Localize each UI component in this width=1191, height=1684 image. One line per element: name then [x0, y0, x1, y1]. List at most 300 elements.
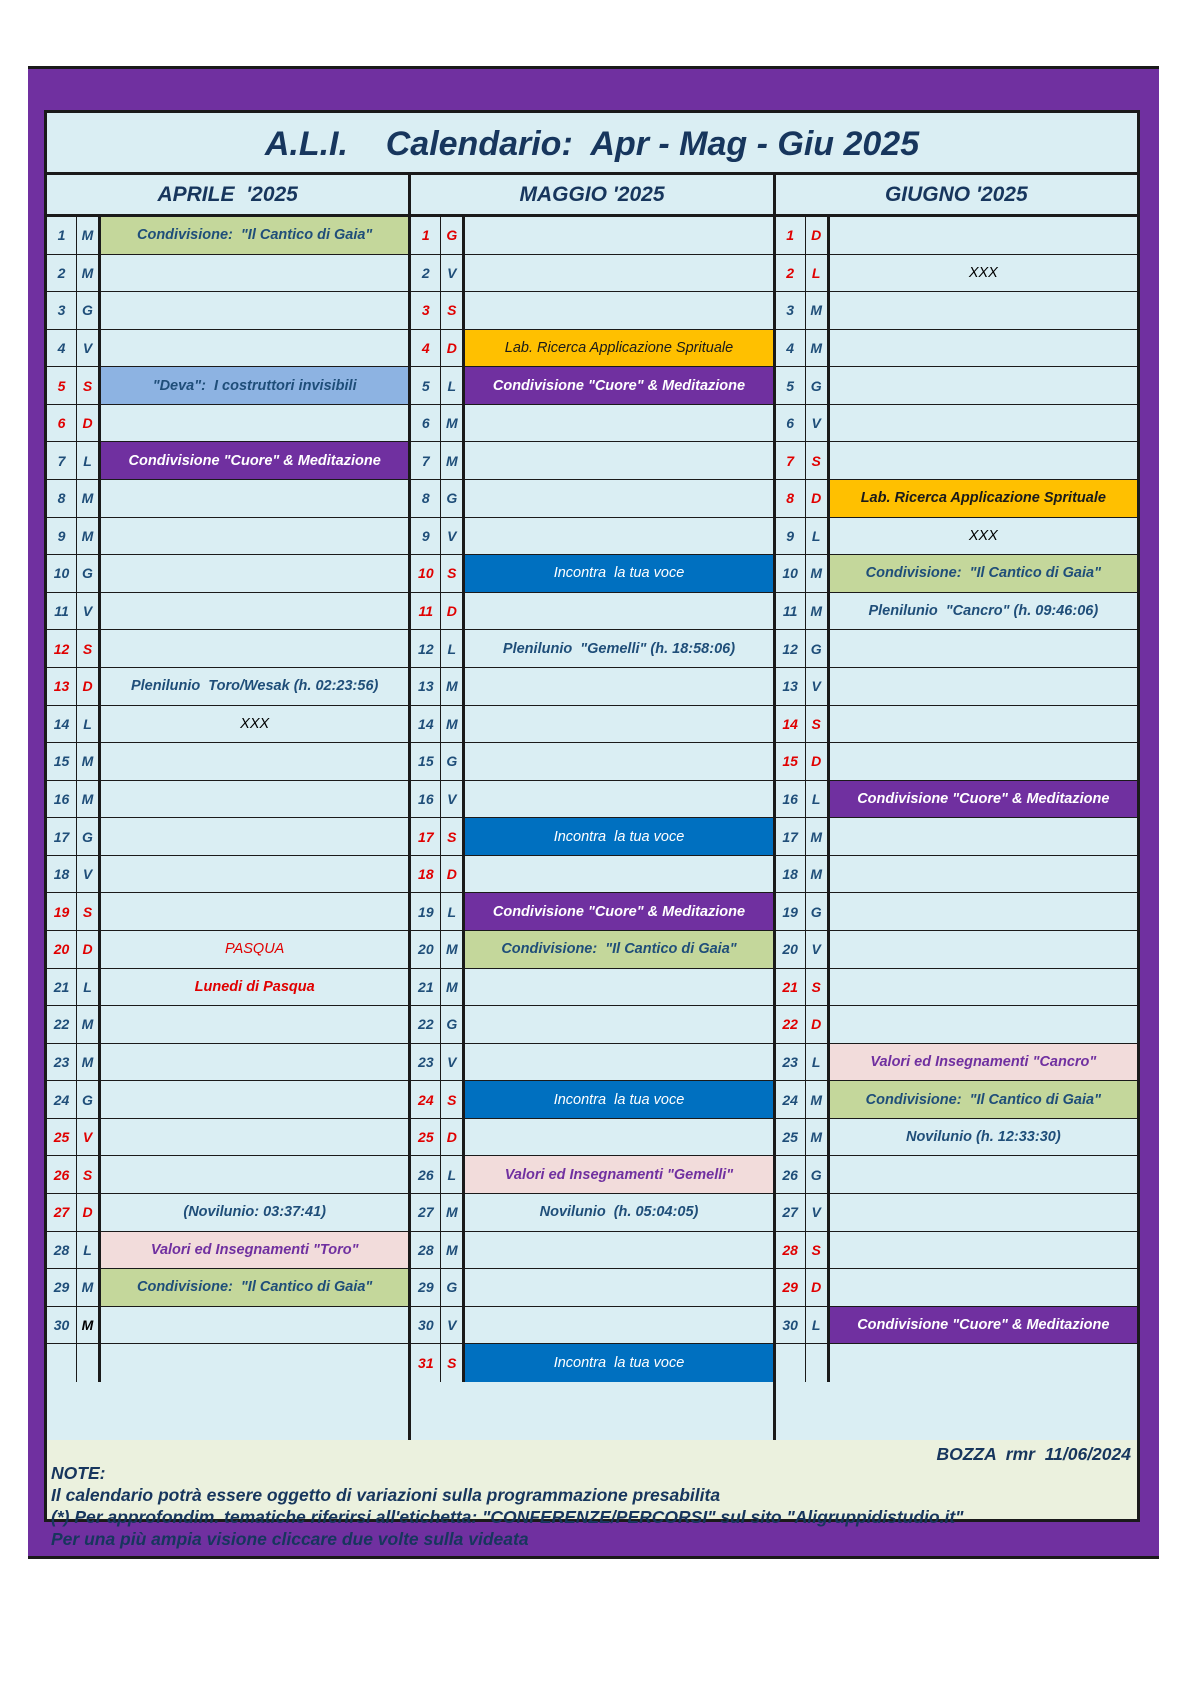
- day-event: Lunedi di Pasqua: [194, 978, 315, 995]
- day-event: [830, 1232, 1137, 1269]
- day-event: [465, 1269, 772, 1306]
- day-row: [411, 255, 772, 293]
- day-number: 25: [776, 1119, 806, 1156]
- day-row: [47, 330, 408, 368]
- day-of-week: V: [441, 781, 465, 818]
- month-header-june: GIUGNO '2025: [773, 175, 1137, 214]
- day-number: 1: [776, 217, 806, 254]
- day-row: [47, 1044, 408, 1082]
- day-row: [776, 217, 1137, 255]
- day-row: [47, 292, 408, 330]
- day-of-week: V: [441, 255, 465, 292]
- day-event: PASQUA: [224, 941, 285, 958]
- day-event: Incontra la tua voce: [465, 1081, 772, 1118]
- day-number: 8: [776, 480, 806, 517]
- day-row: [47, 593, 408, 631]
- day-number: 8: [411, 480, 441, 517]
- day-event: [465, 706, 772, 743]
- day-number: 17: [776, 818, 806, 855]
- day-of-week: M: [77, 781, 101, 818]
- day-row: [411, 480, 772, 518]
- day-of-week: L: [806, 781, 830, 818]
- day-of-week: S: [77, 630, 101, 667]
- day-event: [830, 1344, 1137, 1382]
- day-number: 29: [411, 1269, 441, 1306]
- day-number: 12: [776, 630, 806, 667]
- day-row: [47, 518, 408, 556]
- day-event: XXX: [968, 264, 998, 281]
- day-row: [47, 856, 408, 894]
- day-of-week: D: [77, 668, 101, 705]
- day-row: [776, 1307, 1137, 1345]
- day-row: [47, 706, 408, 744]
- day-row: [411, 1269, 772, 1307]
- day-of-week: S: [441, 1344, 465, 1382]
- day-of-week: M: [77, 480, 101, 517]
- day-number: 14: [776, 706, 806, 743]
- day-row: [47, 1232, 408, 1270]
- day-number: 15: [47, 743, 77, 780]
- day-number: 12: [47, 630, 77, 667]
- day-event: Condivisione "Cuore" & Meditazione: [465, 367, 772, 404]
- day-number: 22: [411, 1006, 441, 1043]
- day-of-week: M: [77, 1307, 101, 1344]
- day-of-week: M: [77, 217, 101, 254]
- day-event: Incontra la tua voce: [465, 818, 772, 855]
- day-number: 6: [776, 405, 806, 442]
- day-number: 6: [411, 405, 441, 442]
- day-event: [101, 1006, 408, 1043]
- day-of-week: M: [441, 1194, 465, 1231]
- day-event: Condivisione "Cuore" & Meditazione: [101, 442, 408, 479]
- day-of-week: D: [441, 593, 465, 630]
- day-event: [101, 1119, 408, 1156]
- day-of-week: G: [441, 1269, 465, 1306]
- day-event: [830, 668, 1137, 705]
- day-number: 29: [776, 1269, 806, 1306]
- day-of-week: V: [441, 1044, 465, 1081]
- day-of-week: M: [806, 1081, 830, 1118]
- day-row: [47, 405, 408, 443]
- day-row: [776, 1269, 1137, 1307]
- day-row: [776, 856, 1137, 894]
- day-of-week: [806, 1344, 830, 1382]
- day-row: [776, 931, 1137, 969]
- day-number: 2: [411, 255, 441, 292]
- day-event: [465, 743, 772, 780]
- day-row: [776, 480, 1137, 518]
- day-row: [776, 1232, 1137, 1270]
- day-row: [47, 1344, 408, 1382]
- day-number: 28: [776, 1232, 806, 1269]
- day-of-week: S: [77, 1156, 101, 1193]
- day-event: [830, 1194, 1137, 1231]
- day-event: [830, 1269, 1137, 1306]
- day-of-week: S: [806, 442, 830, 479]
- day-number: 9: [411, 518, 441, 555]
- day-of-week: M: [441, 931, 465, 968]
- day-of-week: M: [806, 856, 830, 893]
- day-row: [776, 1044, 1137, 1082]
- day-number: 23: [47, 1044, 77, 1081]
- day-number: 22: [47, 1006, 77, 1043]
- day-row: [411, 292, 772, 330]
- day-event: [465, 969, 772, 1006]
- day-row: [776, 818, 1137, 856]
- day-number: 24: [47, 1081, 77, 1118]
- day-row: [776, 405, 1137, 443]
- day-of-week: L: [441, 367, 465, 404]
- note-line-1: Il calendario potrà essere oggetto di variazioni sulla programmazione presabilita: [51, 1485, 721, 1505]
- day-of-week: L: [441, 893, 465, 930]
- day-event: [830, 743, 1137, 780]
- day-of-week: S: [806, 1232, 830, 1269]
- day-event: [101, 818, 408, 855]
- day-number: 30: [776, 1307, 806, 1344]
- day-row: [47, 1156, 408, 1194]
- day-number: 27: [47, 1194, 77, 1231]
- day-number: 2: [776, 255, 806, 292]
- day-of-week: D: [77, 405, 101, 442]
- day-row: [776, 330, 1137, 368]
- day-number: 18: [411, 856, 441, 893]
- day-number: 7: [47, 442, 77, 479]
- day-row: [47, 555, 408, 593]
- day-row: [411, 893, 772, 931]
- day-event: [830, 893, 1137, 930]
- day-row: [411, 781, 772, 819]
- day-event: [101, 1081, 408, 1118]
- day-event: [830, 292, 1137, 329]
- day-row: [47, 1081, 408, 1119]
- day-number: 14: [411, 706, 441, 743]
- day-row: [776, 1194, 1137, 1232]
- day-row: [411, 668, 772, 706]
- notes-label: NOTE:: [51, 1463, 106, 1483]
- day-row: [411, 1344, 772, 1382]
- day-of-week: G: [441, 743, 465, 780]
- month-headers: [47, 175, 1137, 217]
- day-of-week: G: [77, 1081, 101, 1118]
- day-number: 26: [411, 1156, 441, 1193]
- day-event: [830, 330, 1137, 367]
- day-event: XXX: [968, 527, 998, 544]
- day-event: [830, 217, 1137, 254]
- day-number: 19: [47, 893, 77, 930]
- day-number: [47, 1344, 77, 1382]
- day-event: Valori ed Insegnamenti "Toro": [101, 1232, 408, 1269]
- note-line-3: Per una più ampia visione cliccare due volte sulla videata: [51, 1529, 529, 1549]
- day-row: [776, 518, 1137, 556]
- day-number: 4: [47, 330, 77, 367]
- day-of-week: M: [77, 1269, 101, 1306]
- month-column-april: [47, 217, 408, 1440]
- day-row: [776, 630, 1137, 668]
- day-of-week: M: [441, 969, 465, 1006]
- day-event: XXX: [240, 715, 270, 732]
- day-of-week: D: [806, 480, 830, 517]
- day-of-week: D: [441, 1119, 465, 1156]
- month-header-may: MAGGIO '2025: [408, 175, 772, 214]
- day-of-week: S: [441, 1081, 465, 1118]
- day-event: [830, 856, 1137, 893]
- day-event: [830, 442, 1137, 479]
- day-row: [776, 292, 1137, 330]
- day-row: [776, 1156, 1137, 1194]
- day-event: [101, 518, 408, 555]
- day-number: 6: [47, 405, 77, 442]
- day-event: Incontra la tua voce: [465, 555, 772, 592]
- day-number: 11: [411, 593, 441, 630]
- day-row: [47, 1006, 408, 1044]
- day-row: [47, 931, 408, 969]
- day-of-week: V: [441, 518, 465, 555]
- day-event: [101, 1344, 408, 1382]
- day-of-week: L: [77, 706, 101, 743]
- day-event: [830, 706, 1137, 743]
- day-number: 22: [776, 1006, 806, 1043]
- day-event: Condivisione: "Il Cantico di Gaia": [830, 555, 1137, 592]
- day-row: [411, 1006, 772, 1044]
- day-event: Condivisione: "Il Cantico di Gaia": [465, 931, 772, 968]
- day-of-week: S: [441, 818, 465, 855]
- month-header-april: APRILE '2025: [157, 183, 298, 206]
- day-event: [101, 480, 408, 517]
- day-event: Valori ed Insegnamenti "Gemelli": [465, 1156, 772, 1193]
- day-event: [465, 856, 772, 893]
- day-row: [47, 630, 408, 668]
- day-of-week: D: [77, 931, 101, 968]
- calendar-grid: [47, 217, 1137, 1443]
- day-event: Lab. Ricerca Applicazione Sprituale: [830, 480, 1137, 517]
- day-event: [830, 1006, 1137, 1043]
- day-event: Novilunio (h. 12:33:30): [905, 1129, 1061, 1146]
- day-number: 5: [776, 367, 806, 404]
- day-event: Plenilunio "Gemelli" (h. 18:58:06): [502, 640, 736, 657]
- day-number: 21: [47, 969, 77, 1006]
- day-of-week: V: [806, 1194, 830, 1231]
- day-event: [830, 405, 1137, 442]
- day-row: [411, 1194, 772, 1232]
- day-event: [465, 668, 772, 705]
- day-number: 30: [47, 1307, 77, 1344]
- day-number: 21: [411, 969, 441, 1006]
- day-number: 24: [411, 1081, 441, 1118]
- day-of-week: M: [77, 743, 101, 780]
- day-number: 7: [776, 442, 806, 479]
- day-of-week: L: [806, 255, 830, 292]
- day-row: [47, 217, 408, 255]
- day-of-week: G: [441, 1006, 465, 1043]
- day-number: 26: [776, 1156, 806, 1193]
- day-row: [776, 1081, 1137, 1119]
- day-row: [47, 1194, 408, 1232]
- day-of-week: D: [806, 217, 830, 254]
- day-of-week: D: [77, 1194, 101, 1231]
- day-of-week: D: [806, 1269, 830, 1306]
- day-event: Valori ed Insegnamenti "Cancro": [830, 1044, 1137, 1081]
- day-of-week: S: [806, 706, 830, 743]
- day-number: 27: [776, 1194, 806, 1231]
- day-number: 20: [411, 931, 441, 968]
- day-number: 16: [776, 781, 806, 818]
- day-of-week: M: [441, 442, 465, 479]
- day-number: 12: [411, 630, 441, 667]
- day-number: 19: [776, 893, 806, 930]
- day-row: [411, 1044, 772, 1082]
- day-number: 31: [411, 1344, 441, 1382]
- day-event: [101, 292, 408, 329]
- day-number: 3: [47, 292, 77, 329]
- day-row: [411, 1232, 772, 1270]
- day-of-week: L: [77, 969, 101, 1006]
- day-row: [47, 893, 408, 931]
- day-row: [47, 442, 408, 480]
- day-event: [465, 1044, 772, 1081]
- day-row: [776, 367, 1137, 405]
- day-number: 19: [411, 893, 441, 930]
- day-of-week: V: [77, 856, 101, 893]
- day-row: [411, 969, 772, 1007]
- day-event: [101, 893, 408, 930]
- day-event: [101, 255, 408, 292]
- day-event: [465, 292, 772, 329]
- day-row: [411, 555, 772, 593]
- day-number: 2: [47, 255, 77, 292]
- day-of-week: L: [806, 1044, 830, 1081]
- day-row: [776, 555, 1137, 593]
- day-event: Condivisione "Cuore" & Meditazione: [465, 893, 772, 930]
- day-event: Condivisione "Cuore" & Meditazione: [830, 1307, 1137, 1344]
- day-event: [101, 856, 408, 893]
- day-number: 3: [411, 292, 441, 329]
- day-number: 20: [47, 931, 77, 968]
- day-of-week: M: [806, 330, 830, 367]
- day-event: Condivisione: "Il Cantico di Gaia": [101, 1269, 408, 1306]
- day-number: 21: [776, 969, 806, 1006]
- day-row: [47, 255, 408, 293]
- day-of-week: V: [806, 405, 830, 442]
- day-of-week: G: [441, 217, 465, 254]
- day-of-week: [77, 1344, 101, 1382]
- day-row: [411, 1081, 772, 1119]
- day-event: Condivisione "Cuore" & Meditazione: [830, 781, 1137, 818]
- day-row: [411, 442, 772, 480]
- day-row: [47, 480, 408, 518]
- day-number: 20: [776, 931, 806, 968]
- day-number: 15: [776, 743, 806, 780]
- day-of-week: M: [77, 255, 101, 292]
- day-row: [411, 630, 772, 668]
- day-row: [411, 217, 772, 255]
- day-row: [776, 668, 1137, 706]
- day-row: [47, 1119, 408, 1157]
- day-event: [465, 1307, 772, 1344]
- day-event: [465, 1006, 772, 1043]
- day-of-week: D: [441, 330, 465, 367]
- day-number: 10: [776, 555, 806, 592]
- day-event: [101, 1044, 408, 1081]
- day-of-week: L: [77, 1232, 101, 1269]
- day-number: 5: [47, 367, 77, 404]
- day-row: [47, 367, 408, 405]
- day-row: [47, 1307, 408, 1345]
- day-number: 16: [411, 781, 441, 818]
- day-of-week: M: [441, 405, 465, 442]
- day-number: 10: [47, 555, 77, 592]
- day-row: [776, 593, 1137, 631]
- day-of-week: G: [77, 555, 101, 592]
- calendar-sheet: [44, 110, 1140, 1549]
- day-event: (Novilunio: 03:37:41): [183, 1204, 326, 1221]
- day-event: [830, 630, 1137, 667]
- day-event: [101, 1307, 408, 1344]
- day-row: [47, 743, 408, 781]
- day-event: Incontra la tua voce: [465, 1344, 772, 1382]
- day-number: [776, 1344, 806, 1382]
- day-event: [465, 1119, 772, 1156]
- day-event: [465, 217, 772, 254]
- day-of-week: G: [77, 292, 101, 329]
- day-row: [776, 1006, 1137, 1044]
- day-of-week: G: [441, 480, 465, 517]
- day-event: [101, 405, 408, 442]
- day-event: [830, 1156, 1137, 1193]
- day-of-week: G: [77, 818, 101, 855]
- day-number: 24: [776, 1081, 806, 1118]
- day-row: [47, 668, 408, 706]
- day-of-week: M: [806, 555, 830, 592]
- notes-section: [47, 1440, 1137, 1549]
- day-event: [101, 630, 408, 667]
- day-number: 4: [411, 330, 441, 367]
- day-event: Plenilunio "Cancro" (h. 09:46:06): [868, 603, 1099, 620]
- day-of-week: M: [806, 593, 830, 630]
- note-line-2: (*) Per approfondim. tematiche riferirsi all'etichetta: "CONFERENZE/PERCORSI" sul sito "Aligruppidistudio.it": [51, 1507, 964, 1527]
- day-of-week: M: [77, 518, 101, 555]
- day-number: 5: [411, 367, 441, 404]
- day-of-week: M: [441, 668, 465, 705]
- day-of-week: S: [77, 367, 101, 404]
- day-of-week: S: [806, 969, 830, 1006]
- day-event: Lab. Ricerca Applicazione Sprituale: [465, 330, 772, 367]
- day-of-week: L: [806, 518, 830, 555]
- day-number: 17: [47, 818, 77, 855]
- day-row: [411, 1156, 772, 1194]
- day-row: [411, 706, 772, 744]
- day-event: "Deva": I costruttori invisibili: [101, 367, 408, 404]
- day-of-week: V: [77, 593, 101, 630]
- day-event: [830, 367, 1137, 404]
- day-row: [411, 330, 772, 368]
- day-number: 15: [411, 743, 441, 780]
- day-event: [465, 255, 772, 292]
- day-event: Plenilunio Toro/Wesak (h. 02:23:56): [130, 678, 379, 695]
- day-row: [776, 969, 1137, 1007]
- day-number: 9: [47, 518, 77, 555]
- day-event: [830, 931, 1137, 968]
- day-number: 9: [776, 518, 806, 555]
- day-of-week: V: [77, 330, 101, 367]
- day-row: [411, 856, 772, 894]
- day-of-week: M: [441, 706, 465, 743]
- day-of-week: S: [77, 893, 101, 930]
- day-event: [101, 743, 408, 780]
- day-row: [47, 818, 408, 856]
- day-number: 17: [411, 818, 441, 855]
- day-row: [411, 405, 772, 443]
- day-of-week: V: [441, 1307, 465, 1344]
